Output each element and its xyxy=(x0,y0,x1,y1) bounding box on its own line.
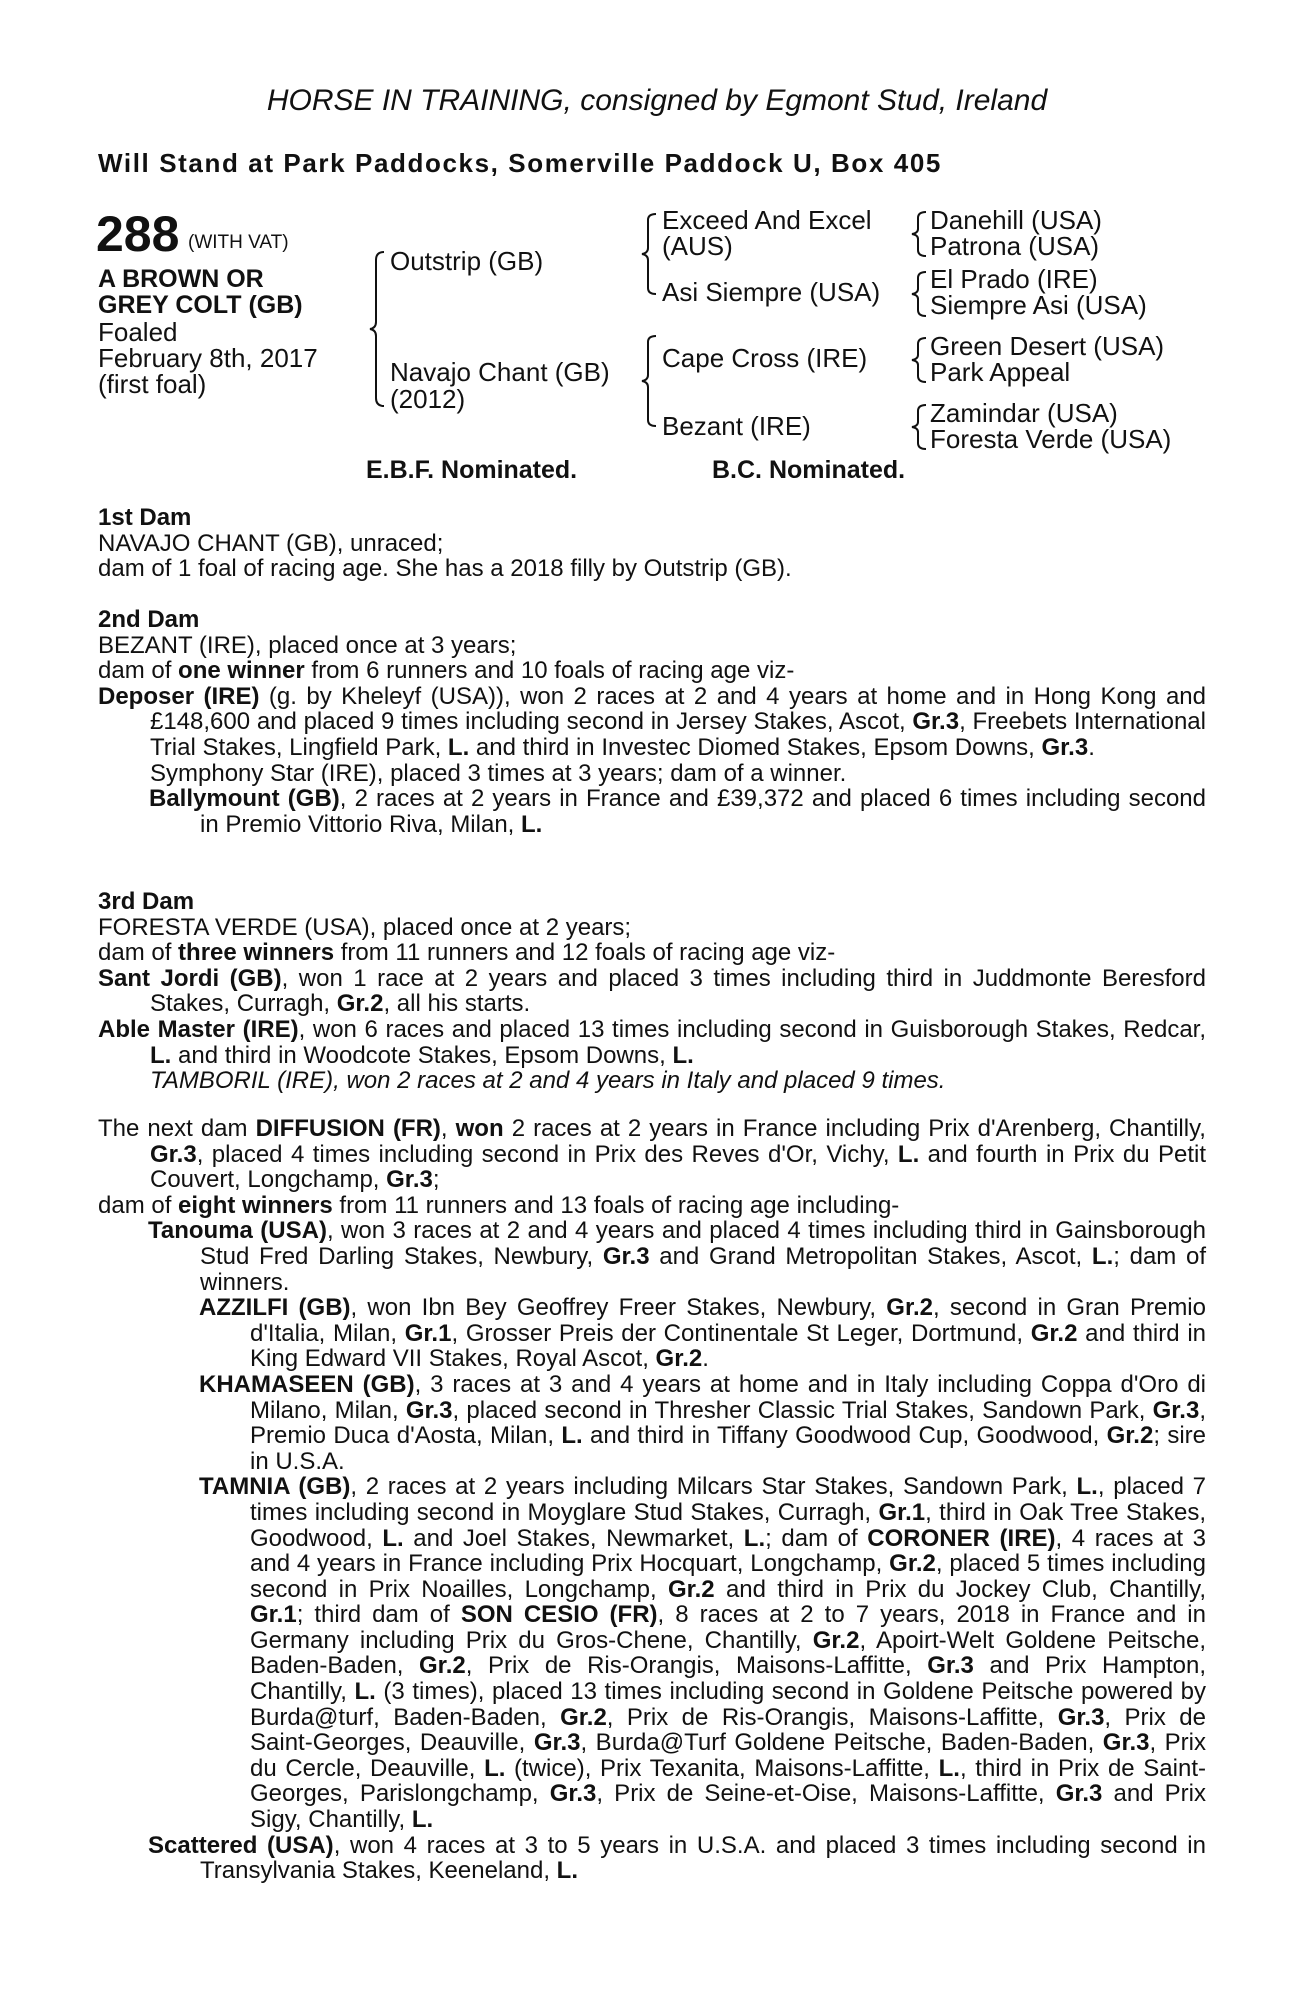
stand-location: Will Stand at Park Paddocks, Somerville Paddock U, Box 405 xyxy=(98,148,942,178)
progeny-tamboril: TAMBORIL (IRE), won 2 races at 2 and 4 years in Italy and placed 9 times. xyxy=(150,1067,946,1095)
granddam-1: Patrona (USA) xyxy=(930,231,1100,261)
progeny-tamnia: TAMNIA (GB), 2 races at 2 years including Milcars Star Stakes, Sandown Park, L., placed 7 times including second in Moyglare Stud Stakes, Curragh, Gr.1, third in Oak Tree Stakes, Goodwood, L. and Joel Stakes, Newmarket, L.; dam of CORONER (IRE), 4 races at 3 and 4 years in France including Prix Hocquart, Longchamp, Gr.2, placed 5 times including second in Prix Noailles, Longchamp, Gr.2 and third in Prix du Jockey Club, Chantilly, Gr.1; third dam of SON CESIO (FR), 8 races at 2 to 7 years, 2018 in France and in Germany including Prix du Gros-Chene, Chantilly, Gr.2, Apoirt-Welt Goldene Peitsche, Baden-Baden, Gr.2, Prix de Ris-Orangis, Maisons-Laffitte, Gr.3 and Prix Hampton, Chantilly, L. (3 times), placed 13 times including second in Goldene Peitsche powered by Burda@turf, Baden-Baden, Gr.2, Prix de Ris-Orangis, Maisons-Laffitte, Gr.3, Prix de Saint-Georges, Deauville, Gr.3, Burda@Turf Goldene Peitsche, Baden-Baden, Gr.3, Prix du Cercle, Deauville, L. (twice), Prix Texanita, Maisons-Laffitte, L., third in Prix de Saint-Georges, Parislongchamp, Gr.3, Prix de Seine-et-Oise, Maisons-Laffitte, Gr.3 and Prix Sigy, Chantilly, L. xyxy=(199,1473,1207,1834)
horse-description-line1: A BROWN OR xyxy=(98,265,264,293)
third-dam-name: FORESTA VERDE (USA), placed once at 2 years; xyxy=(98,913,632,941)
next-dam-intro: dam of eight winners from 11 runners and 13 foals of racing age including- xyxy=(98,1191,900,1219)
progeny-azzilfi: AZZILFI (GB), won Ibn Bey Geoffrey Freer Stakes, Newbury, Gr.2, second in Gran Premio d'Italia, Milan, Gr.1, Grosser Preis der Continentale St Leger, Dortmund, Gr.2 and third in King Edward VII Stakes, Royal Ascot, Gr.2. xyxy=(199,1294,1207,1373)
page-title: HORSE IN TRAINING, consigned by Egmont Stud, Ireland xyxy=(266,84,1048,117)
first-dam-name: NAVAJO CHANT (GB), unraced; xyxy=(98,529,444,557)
pedigree-bracket-dam xyxy=(640,334,660,428)
sire-dam-name: Asi Siempre (USA) xyxy=(662,277,881,307)
first-dam-heading: 1st Dam xyxy=(98,504,192,531)
progeny-sant-jordi: Sant Jordi (GB), won 1 race at 2 years and placed 3 times including third in Juddmonte Beresford Stakes, Curragh, Gr.2, all his starts. xyxy=(98,964,1206,1018)
horse-description-line2: GREY COLT (GB) xyxy=(98,291,303,319)
ebf-nominated: E.B.F. Nominated. xyxy=(366,456,578,484)
dam-sire-name: Cape Cross (IRE) xyxy=(662,343,868,373)
first-dam-produce: dam of 1 foal of racing age. She has a 2018 filly by Outstrip (GB). xyxy=(98,555,792,583)
sire-sire-country: (AUS) xyxy=(662,231,733,261)
pedigree-bracket-g4 xyxy=(910,403,930,453)
next-dam-section xyxy=(98,1116,1206,1884)
sire-sire-name: Exceed And Excel xyxy=(662,205,872,235)
third-dam-section xyxy=(98,889,1206,1094)
progeny-name: Deposer (IRE) xyxy=(98,682,260,710)
pedigree-bracket-main xyxy=(368,250,388,408)
next-dam-record: The next dam DIFFUSION (FR), won 2 races at 2 years in France including Prix d'Arenberg, Chantilly, Gr.3, placed 4 times including second in Prix des Reves d'Or, Vichy, L. and fourth in Prix du Petit Couvert, Longchamp, Gr.3; xyxy=(98,1115,1206,1194)
pedigree-bracket-g1 xyxy=(910,210,930,260)
progeny-tanouma: Tanouma (USA), won 3 races at 2 and 4 years and placed 4 times including third in Gainsborough Stud Fred Darling Stakes, Newbury, Gr.3 and Grand Metropolitan Stakes, Ascot, L.; dam of winners. xyxy=(148,1217,1207,1296)
granddam-3: Park Appeal xyxy=(930,357,1071,387)
pedigree-bracket-g2 xyxy=(910,270,930,320)
second-dam-heading: 2nd Dam xyxy=(98,606,200,633)
foaled-date: February 8th, 2017 xyxy=(98,343,318,373)
foal-note: (first foal) xyxy=(98,369,207,399)
second-dam-name: BEZANT (IRE), placed once at 3 years; xyxy=(98,631,517,659)
third-dam-heading: 3rd Dam xyxy=(98,888,195,915)
granddam-4: Foresta Verde (USA) xyxy=(930,424,1172,454)
bc-nominated: B.C. Nominated. xyxy=(712,456,906,484)
progeny-khamaseen: KHAMASEEN (GB), 3 races at 3 and 4 years at home and in Italy including Coppa d'Oro di Milano, Milan, Gr.3, placed second in Thresher Classic Trial Stakes, Sandown Park, Gr.3, Premio Duca d'Aosta, Milan, L. and third in Tiffany Goodwood Cup, Goodwood, Gr.2; sire in U.S.A. xyxy=(199,1370,1207,1475)
grandsire-3: Green Desert (USA) xyxy=(930,331,1165,361)
progeny-ballymount: Ballymount (GB), 2 races at 2 years in France and £39,372 and placed 6 times including second in Premio Vittorio Riva, Milan, L. xyxy=(149,785,1206,838)
first-dam-section xyxy=(98,505,1206,582)
pedigree-bracket-sire xyxy=(640,212,660,296)
dam-name: Navajo Chant (GB) xyxy=(390,357,610,387)
dam-dam-name: Bezant (IRE) xyxy=(662,411,811,441)
sire-name: Outstrip (GB) xyxy=(390,246,544,276)
dam-year: (2012) xyxy=(390,384,466,414)
second-dam-intro: dam of one winner from 6 runners and 10 foals of racing age viz- xyxy=(98,657,795,685)
progeny-able-master: Able Master (IRE), won 6 races and placed 13 times including second in Guisborough Stakes, Redcar, L. and third in Woodcote Stakes, Epsom Downs, L. xyxy=(98,1015,1207,1069)
progeny-symphony-star: Symphony Star (IRE), placed 3 times at 3 years; dam of a winner. xyxy=(150,759,847,787)
grandsire-2: El Prado (IRE) xyxy=(930,264,1098,294)
third-dam-intro: dam of three winners from 11 runners and 12 foals of racing age viz- xyxy=(98,939,836,967)
vat-label: (WITH VAT) xyxy=(188,232,289,253)
foaled-label: Foaled xyxy=(98,317,178,347)
progeny-scattered: Scattered (USA), won 4 races at 3 to 5 years in U.S.A. and placed 3 times including second in Transylvania Stakes, Keeneland, L. xyxy=(148,1831,1206,1885)
progeny-deposer: Deposer (IRE) (g. by Kheleyf (USA)), won 2 races at 2 and 4 years at home and in Hong Kong and £148,600 and placed 9 times including second in Jersey Stakes, Ascot, Gr.3, Freebets International Trial Stakes, Lingfield Park, L. and third in Investec Diomed Stakes, Epsom Downs, Gr.3. xyxy=(98,682,1206,761)
grandsire-1: Danehill (USA) xyxy=(930,205,1102,235)
second-dam-section xyxy=(98,607,1206,837)
lot-number: 288 xyxy=(96,206,180,262)
granddam-2: Siempre Asi (USA) xyxy=(930,290,1147,320)
grandsire-4: Zamindar (USA) xyxy=(930,398,1118,428)
pedigree-bracket-g3 xyxy=(910,336,930,386)
